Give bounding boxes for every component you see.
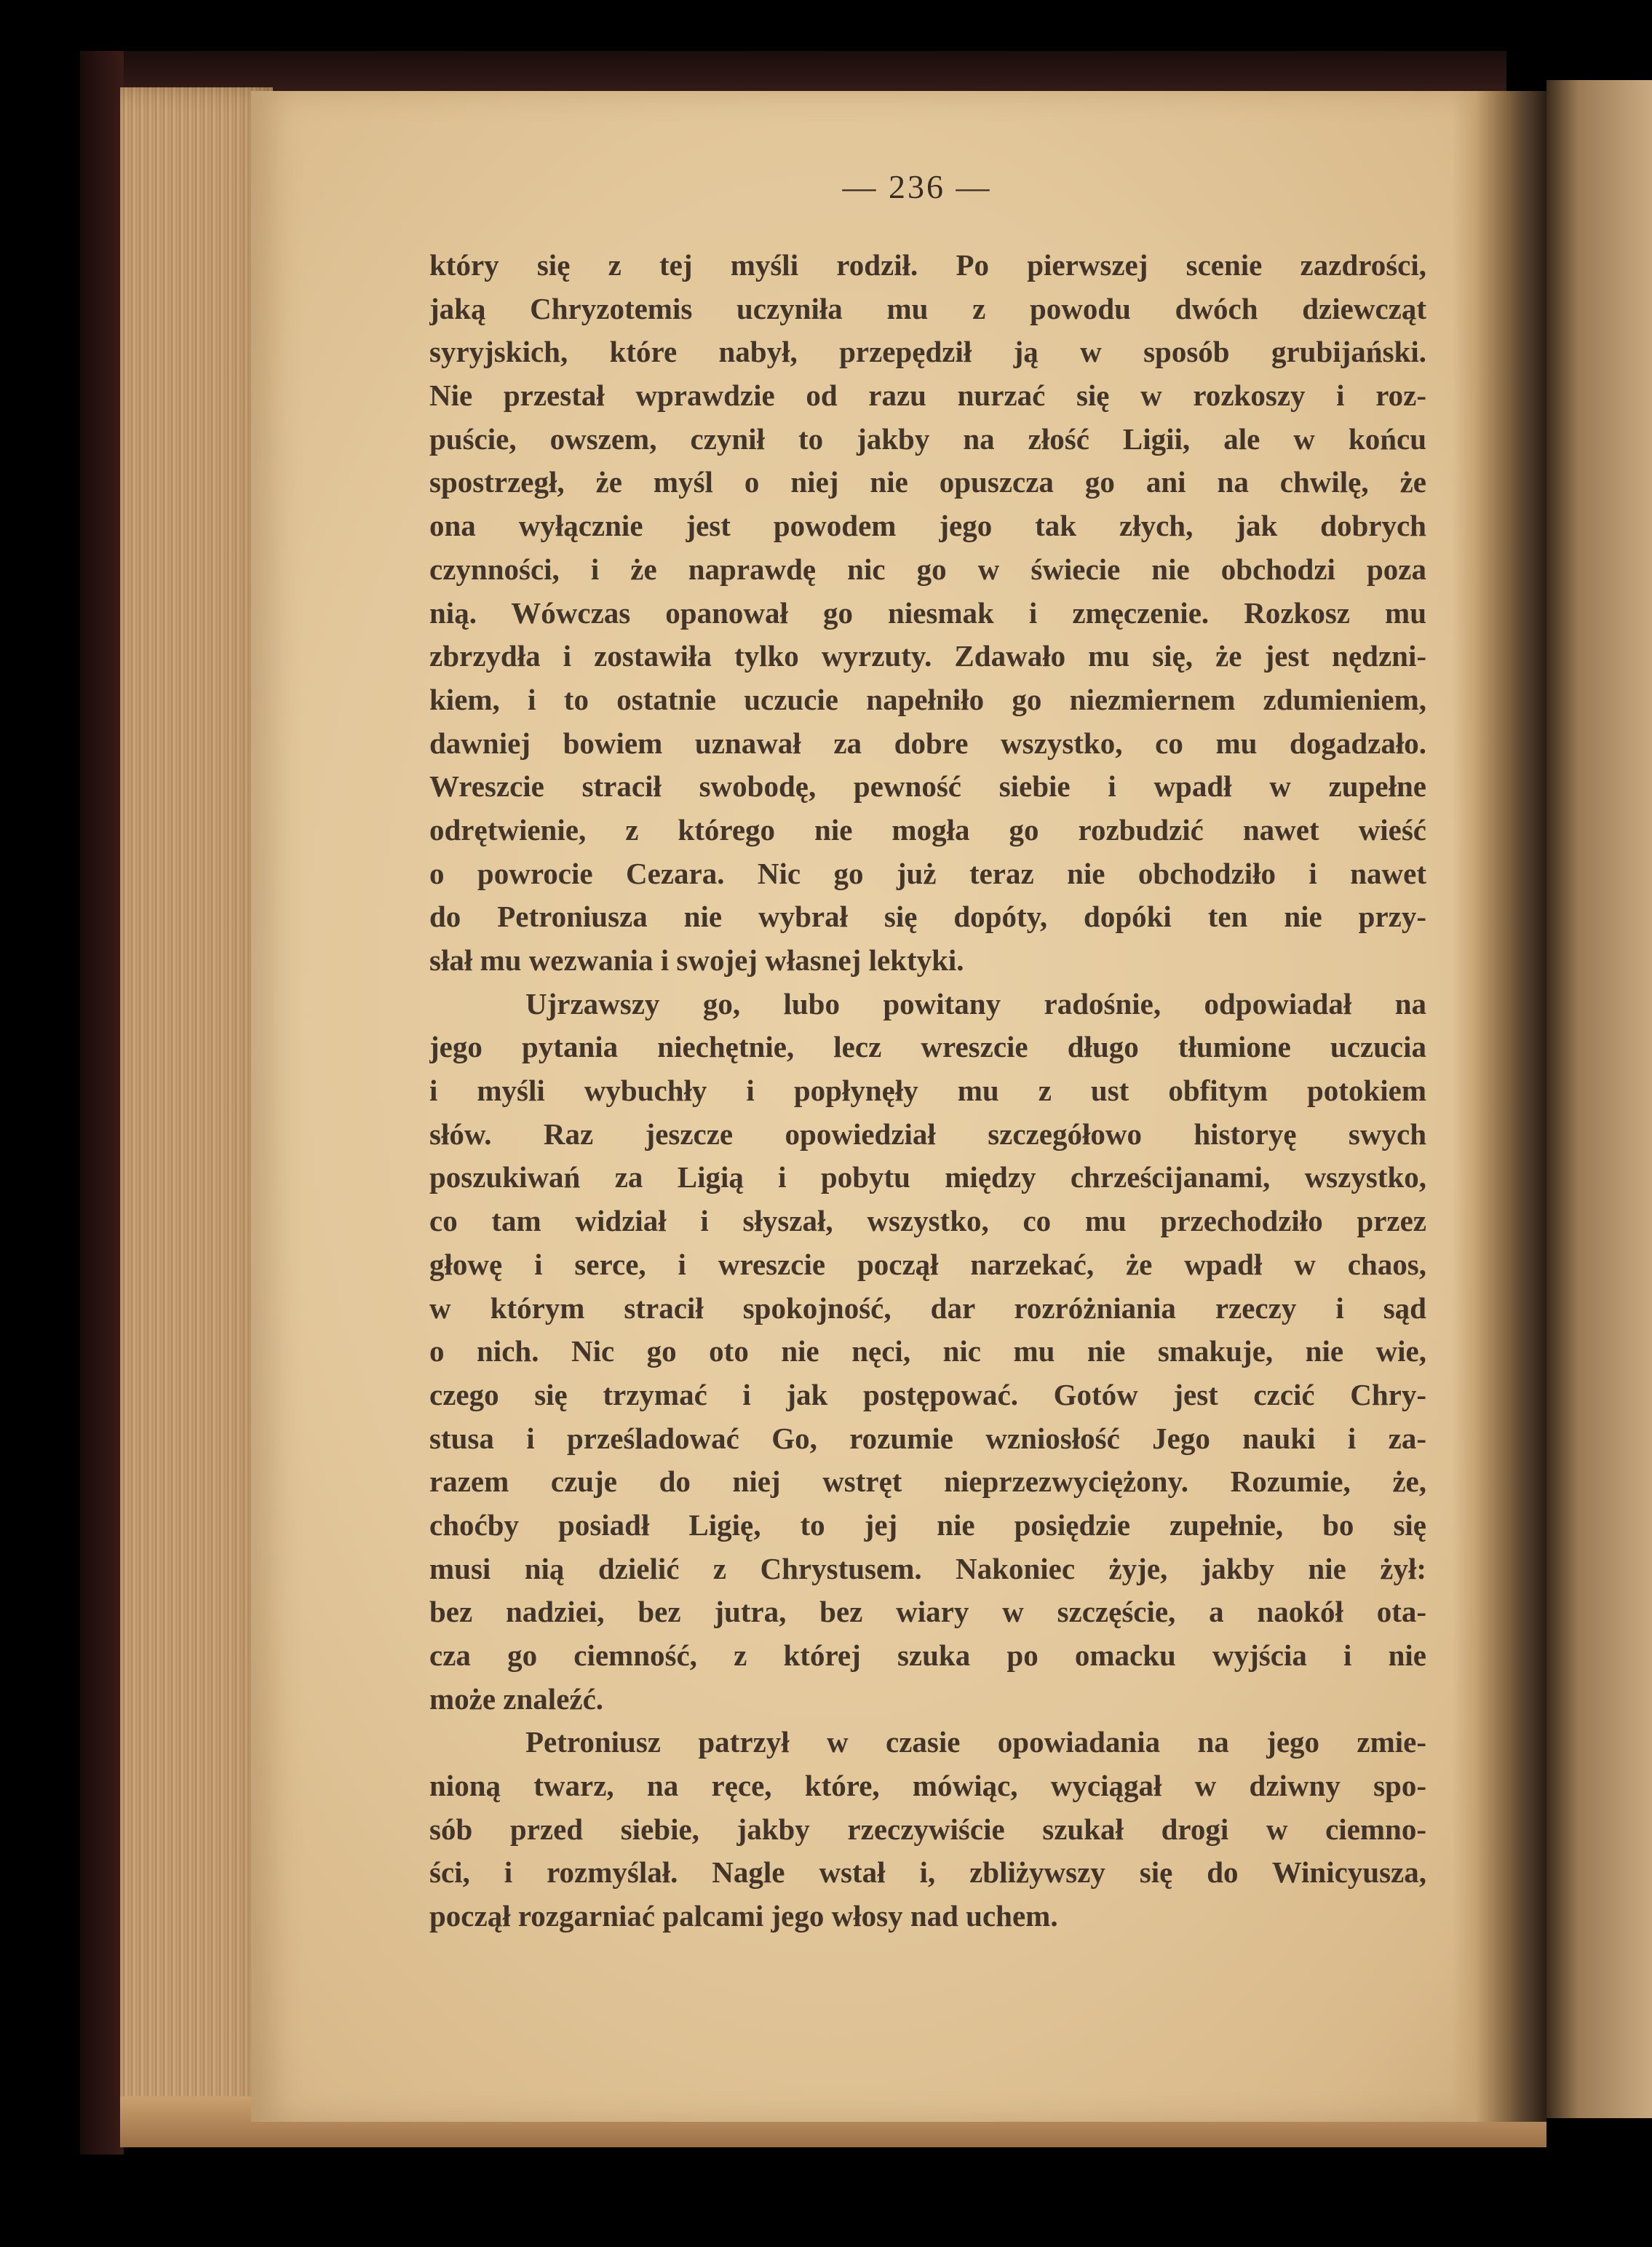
text-line: choćby posiadł Ligię, to jej nie posiędzie zupełnie, bo się [429,1507,1426,1542]
text-line: Nie przestał wprawdzie od razu nurzać się w rozkoszy i roz- [429,379,1426,413]
page-edges [120,87,273,2140]
text-line: głowę i serce, i wreszcie począł narzekać, że wpadł w chaos, [429,1247,1426,1281]
text-line: sób przed siebie, jakby rzeczywiście szukał drogi w ciemno- [429,1812,1426,1846]
text-line: stusa i prześladować Go, rozumie wzniosłość Jego nauki i za- [429,1421,1426,1455]
text-line: Wreszcie stracił swobodę, pewność siebie i wpadł w zupełne [429,769,1426,804]
page-number: — 236 — [842,168,992,205]
text-line: syryjskich, które nabył, przepędził ją w sposób grubijański. [429,335,1426,369]
text-line: ona wyłącznie jest powodem jego tak złych, jak dobrych [429,509,1426,543]
book-cover-left [80,51,124,2155]
book-gutter [1452,91,1546,2122]
text-line: nioną twarz, na ręce, które, mówiąc, wyciągał w dziwny spo- [429,1769,1426,1803]
text-line: dawniej bowiem uznawał za dobre wszystko, co mu dogadzało. [429,726,1426,760]
text-line: bez nadziei, bez jutra, bez wiary w szczęście, a naokół ota- [429,1595,1426,1629]
text-line: kiem, i to ostatnie uczucie napełniło go niezmiernem zdumieniem, [429,682,1426,716]
text-line: spostrzegł, że myśl o niej nie opuszcza go ani na chwilę, że [429,465,1426,499]
text-line: ści, i rozmyślał. Nagle wstał i, zbliżywszy się do Winicyusza, [429,1855,1426,1890]
text-line: czego się trzymać i jak postępować. Gotów jest czcić Chry- [429,1377,1426,1411]
text-line: Ujrzawszy go, lubo powitany radośnie, odpowiadał na [525,986,1426,1021]
text-line: odrętwienie, z którego nie mogła go rozbudzić nawet wieść [429,812,1426,847]
text-line: począł rozgarniać palcami jego włosy nad uchem. [429,1899,1058,1933]
text-line: cza go ciemność, z której szuka po omacku wyjścia i nie [429,1638,1426,1672]
text-line: słów. Raz jeszcze opowiedział szczegółowo historyę swych [429,1117,1426,1151]
text-body [429,244,1426,1938]
text-line: zbrzydła i zostawiła tylko wyrzuty. Zdawało mu się, że jest nędzni- [429,639,1426,673]
text-line: o nich. Nic go oto nie nęci, nic mu nie smakuje, nie wie, [429,1334,1426,1368]
text-line: może znaleźć. [429,1681,604,1716]
text-line: nią. Wówczas opanował go niesmak i zmęczenie. Rozkosz mu [429,595,1426,630]
text-line: czynności, i że naprawdę nic go w świecie nie obchodzi poza [429,552,1426,586]
text-line: jaką Chryzotemis uczyniła mu z powodu dwóch dziewcząt [429,291,1426,325]
text-line: razem czuje do niej wstręt nieprzezwyciężony. Rozumie, że, [429,1465,1426,1499]
text-line: musi nią dzielić z Chrystusem. Nakoniec żyje, jakby nie żył: [429,1551,1426,1585]
page-content [429,167,1426,1938]
text-line: jego pytania niechętnie, lecz wreszcie długo tłumione uczucia [429,1030,1426,1064]
text-line: co tam widział i słyszał, wszystko, co mu przechodziło przez [429,1204,1426,1238]
text-line: o powrocie Cezara. Nic go już teraz nie obchodziło i nawet [429,856,1426,890]
text-line: puście, owszem, czynił to jakby na złość Ligii, ale w końcu [429,421,1426,456]
text-line: w którym stracił spokojność, dar rozróżniania rzeczy i sąd [429,1291,1426,1325]
text-line: który się z tej myśli rodził. Po pierwszej scenie zazdrości, [429,248,1426,282]
text-line: Petroniusz patrzył w czasie opowiadania na jego zmie- [525,1725,1426,1759]
facing-page-edge [1546,80,1652,2118]
text-line: do Petroniusza nie wybrał się dopóty, dopóki ten nie przy- [429,900,1426,934]
text-line: słał mu wezwania i swojej własnej lektyki. [429,943,964,977]
text-line: poszukiwań za Ligią i pobytu między chrześcijanami, wszystko, [429,1160,1426,1194]
text-line: i myśli wybuchły i popłynęły mu z ust obfitym potokiem [429,1074,1426,1108]
